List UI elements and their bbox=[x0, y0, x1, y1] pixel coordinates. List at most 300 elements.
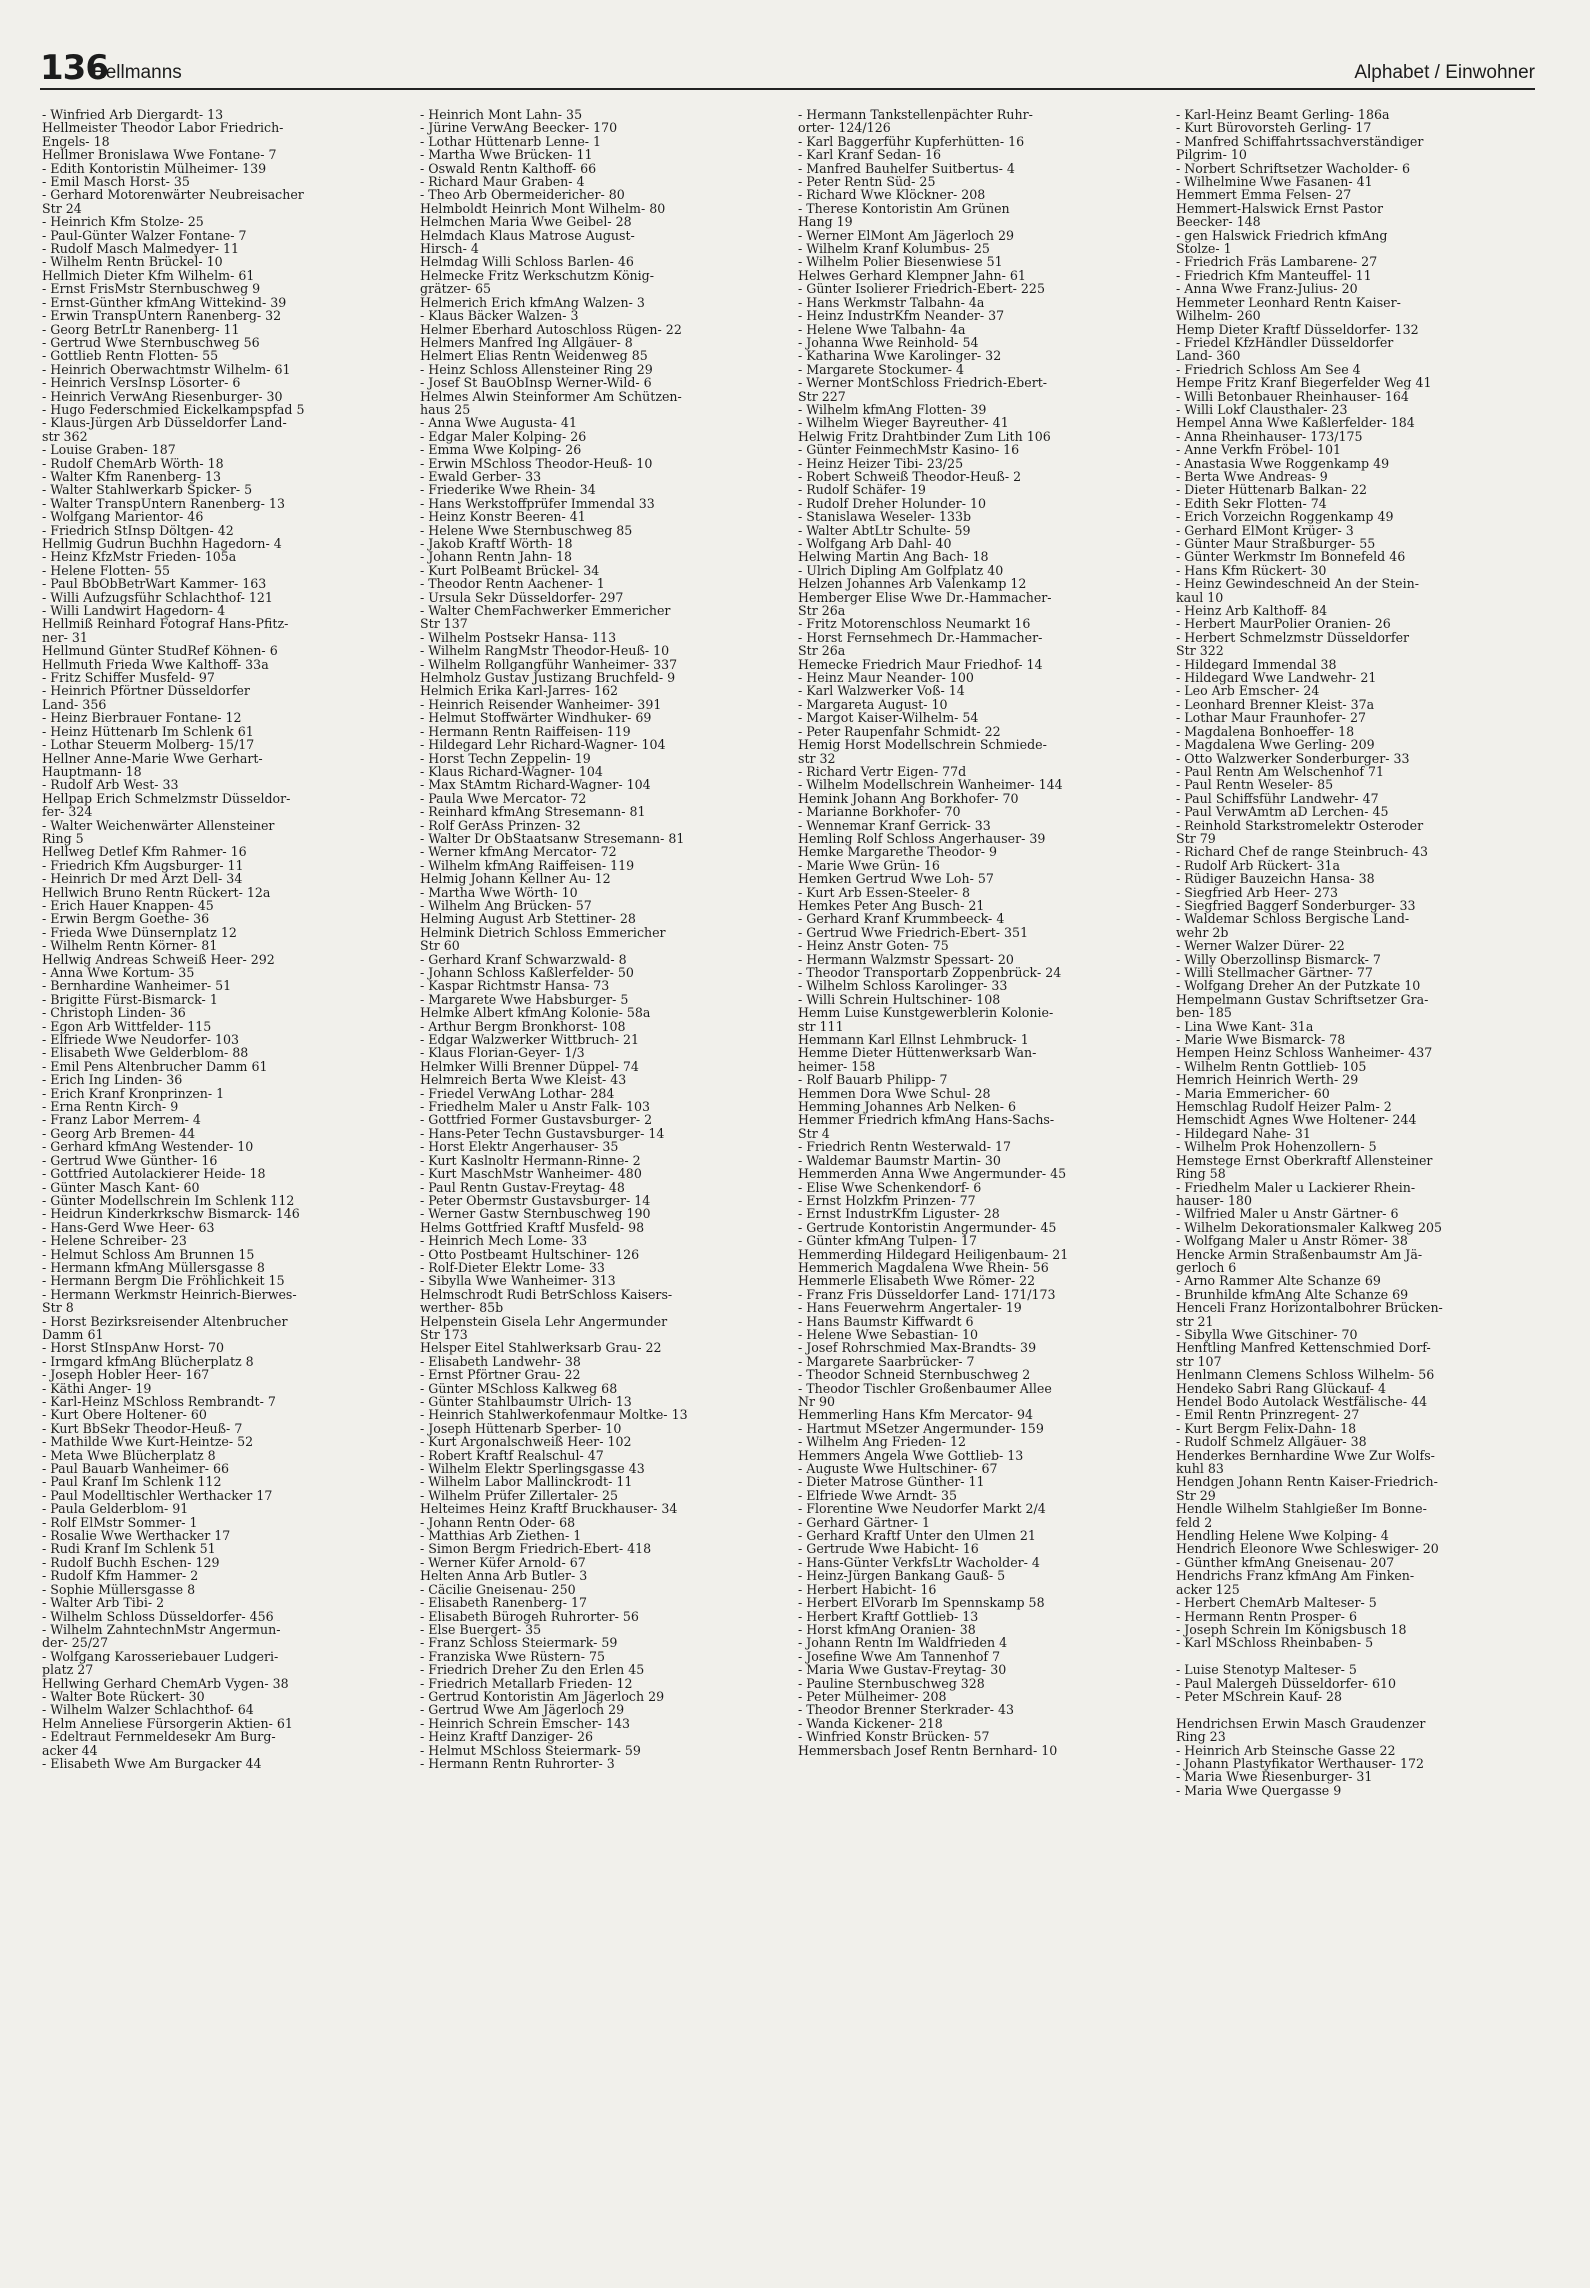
directory-entry: - Rolf ElMstr Sommer- 1 bbox=[42, 1514, 198, 1530]
directory-entry: - Richard Chef de range Steinbruch- 43 bbox=[1176, 844, 1428, 860]
directory-entry: - Rolf-Dieter Elektr Lome- 33 bbox=[420, 1259, 605, 1275]
directory-entry: - Winfried Arb Diergardt- 13 bbox=[42, 108, 224, 122]
directory-entry: - Paul Kranf Im Schlenk 112 bbox=[42, 1474, 222, 1490]
directory-entry: - Heinrich Pförtner Düsseldorfer bbox=[42, 683, 250, 699]
directory-entry: - Anna Rheinhauser- 173/175 bbox=[1176, 428, 1363, 444]
directory-entry: - Heinrich Kfm Stolze- 25 bbox=[42, 214, 204, 230]
directory-column-3 bbox=[798, 108, 1153, 2268]
directory-entry: - Hermann Werkmstr Heinrich-Bierwes- bbox=[42, 1286, 297, 1302]
directory-entry: - Willi Landwirt Hagedorn- 4 bbox=[42, 603, 226, 619]
directory-entry: - Magdalena Wwe Gerling- 209 bbox=[1176, 737, 1375, 753]
directory-entry: - Gertrud Wwe Friedrich-Ebert- 351 bbox=[798, 924, 1029, 940]
directory-entry: - Theodor Brenner Sterkrader- 43 bbox=[798, 1702, 1015, 1718]
directory-entry: Hemig Horst Modellschrein Schmiede- bbox=[798, 737, 1047, 753]
directory-entry: - Elisabeth Landwehr- 38 bbox=[420, 1353, 581, 1369]
directory-entry: Helmich Erika Karl-Jarres- 162 bbox=[420, 683, 619, 699]
directory-entry: Land- 360 bbox=[1176, 348, 1241, 364]
directory-entry: - Lina Wwe Kant- 31a bbox=[1176, 1018, 1314, 1034]
directory-entry: Helmholz Gustav Justizang Bruchfeld- 9 bbox=[420, 670, 676, 686]
directory-entry: Hendrichs Franz kfmAng Am Finken- bbox=[1176, 1568, 1415, 1584]
directory-entry: Str 8 bbox=[42, 1300, 74, 1316]
directory-entry: - Joseph Hobler Heer- 167 bbox=[42, 1367, 210, 1383]
directory-entry: - Otto Postbeamt Hultschiner- 126 bbox=[420, 1246, 640, 1262]
directory-entry: - Gerhard ElMont Krüger- 3 bbox=[1176, 522, 1354, 538]
directory-entry: - Kurt Kaslnoltr Hermann-Rinne- 2 bbox=[420, 1152, 641, 1168]
directory-entry: - Johanna Wwe Reinhold- 54 bbox=[798, 334, 979, 350]
directory-entry: - Günter Stahlbaumstr Ulrich- 13 bbox=[420, 1394, 632, 1409]
directory-entry: Helmink Dietrich Schloss Emmericher bbox=[420, 924, 666, 940]
directory-entry: - Herbert Kraftf Gottlieb- 13 bbox=[798, 1608, 979, 1624]
directory-entry: - Helene Wwe Sebastian- 10 bbox=[798, 1326, 979, 1342]
directory-entry: - Richard Vertr Eigen- 77d bbox=[798, 763, 967, 779]
directory-entry: - Wolfgang Dreher An der Putzkate 10 bbox=[1176, 978, 1421, 994]
directory-entry: hauser- 180 bbox=[1176, 1192, 1252, 1208]
directory-entry: - Paul Modelltischler Werthacker 17 bbox=[42, 1487, 273, 1503]
directory-entry: - Horst Elektr Angerhauser- 35 bbox=[420, 1139, 619, 1155]
directory-column-2 bbox=[420, 108, 775, 2268]
directory-entry: Hellmuth Frieda Wwe Kalthoff- 33a bbox=[42, 656, 269, 672]
directory-entry: - Hermann kfmAng Müllersgasse 8 bbox=[42, 1259, 265, 1275]
directory-entry: - Josefine Wwe Am Tannenhof 7 bbox=[798, 1648, 1001, 1664]
directory-entry: Str 137 bbox=[420, 616, 468, 632]
directory-entry: Str 26a bbox=[798, 603, 846, 619]
directory-entry: - Friedhelm Maler u Anstr Falk- 103 bbox=[420, 1099, 650, 1115]
directory-entry: - Hans-Peter Techn Gustavsburger- 14 bbox=[420, 1125, 665, 1141]
directory-entry: - Wilhelm Rentn Brückel- 10 bbox=[42, 254, 223, 270]
directory-entry: Helmschrodt Rudi BetrSchloss Kaisers- bbox=[420, 1286, 673, 1302]
directory-entry: - Gertrud Wwe Günther- 16 bbox=[42, 1152, 218, 1168]
directory-entry: - Elfriede Wwe Neudorfer- 103 bbox=[42, 1032, 240, 1048]
directory-entry: - Ernst IndustrKfm Liguster- 28 bbox=[798, 1206, 1000, 1222]
directory-entry: str 362 bbox=[42, 428, 88, 444]
directory-entry: Hellmund Günter StudRef Köhnen- 6 bbox=[42, 643, 278, 659]
directory-entry: - Friedel VerwAng Lothar- 284 bbox=[420, 1085, 615, 1101]
directory-entry: - Ursula Sekr Düsseldorfer- 297 bbox=[420, 589, 624, 605]
directory-entry: - Manfred Bauhelfer Suitbertus- 4 bbox=[798, 160, 1015, 176]
directory-entry: - Werner Gastw Sternbuschweg 190 bbox=[420, 1206, 651, 1222]
directory-entry: wehr 2b bbox=[1176, 924, 1229, 940]
directory-entry: acker 44 bbox=[42, 1742, 98, 1758]
directory-entry: Nr 90 bbox=[798, 1394, 836, 1409]
directory-entry: - Gerhard Gärtner- 1 bbox=[798, 1514, 931, 1530]
directory-entry: - Emma Wwe Kolping- 26 bbox=[420, 442, 582, 458]
directory-entry: - Wilhelm ZahntechnMstr Angermun- bbox=[42, 1621, 281, 1637]
directory-entry: Hirsch- 4 bbox=[420, 241, 479, 257]
directory-entry: - Ernst-Günther kfmAng Wittekind- 39 bbox=[42, 294, 287, 310]
directory-entry: - Rudolf Buchh Eschen- 129 bbox=[42, 1554, 220, 1570]
directory-entry: - Waldemar Baumstr Martin- 30 bbox=[798, 1152, 1001, 1168]
directory-entry: Helmker Willi Brenner Düppel- 74 bbox=[420, 1058, 639, 1074]
directory-entry: - Klaus Florian-Geyer- 1/3 bbox=[420, 1045, 585, 1061]
directory-entry: Hencke Armin Straßenbaumstr Am Jä- bbox=[1176, 1246, 1423, 1262]
directory-entry: - Elise Wwe Schenkendorf- 6 bbox=[798, 1179, 982, 1195]
directory-entry: Helten Anna Arb Butler- 3 bbox=[420, 1568, 588, 1584]
directory-entry: - Horst Bezirksreisender Altenbrucher bbox=[42, 1313, 288, 1329]
directory-entry: - Else Buergert- 35 bbox=[420, 1621, 542, 1637]
directory-entry: - Willi Lokf Clausthaler- 23 bbox=[1176, 401, 1348, 417]
directory-entry: - Karl Walzwerker Voß- 14 bbox=[798, 683, 965, 699]
directory-entry: Helmecke Fritz Werkschutzm König- bbox=[420, 267, 654, 283]
directory-entry: - Walter Stahlwerkarb Spicker- 5 bbox=[42, 482, 253, 498]
directory-entry: - Friedrich Metallarb Frieden- 12 bbox=[420, 1675, 633, 1691]
directory-entry: - Johann Rentn Jahn- 18 bbox=[420, 549, 573, 565]
directory-entry: - Horst StInspAnw Horst- 70 bbox=[42, 1340, 225, 1356]
directory-entry: - Gerhard Motorenwärter Neubreisacher bbox=[42, 187, 304, 203]
directory-entry: - Pauline Sternbuschweg 328 bbox=[798, 1675, 985, 1691]
directory-entry: - Johann Plastyfikator Werthauser- 172 bbox=[1176, 1755, 1425, 1771]
directory-entry: Hendeko Sabri Rang Glückauf- 4 bbox=[1176, 1380, 1386, 1396]
directory-entry: - Luise Stenotyp Malteser- 5 bbox=[1176, 1662, 1357, 1678]
directory-entry: - Margareta August- 10 bbox=[798, 696, 948, 712]
directory-entry: - Therese Kontoristin Am Grünen bbox=[798, 200, 1010, 216]
directory-entry: - Heinz IndustrKfm Neander- 37 bbox=[798, 308, 1005, 324]
directory-entry: heimer- 158 bbox=[798, 1058, 876, 1074]
directory-entry: - Wilhelm RangMstr Theodor-Heuß- 10 bbox=[420, 643, 670, 659]
directory-entry: - Erich Ing Linden- 36 bbox=[42, 1072, 183, 1088]
directory-entry: - Wilhelm Ang Frieden- 12 bbox=[798, 1434, 966, 1450]
directory-entry: - Walter TranspUntern Ranenberg- 13 bbox=[42, 495, 285, 511]
directory-entry: Hemmerich Magdalena Wwe Rhein- 56 bbox=[798, 1259, 1049, 1275]
directory-entry: - Joseph Schrein Im Königsbusch 18 bbox=[1176, 1621, 1407, 1637]
page-number: 136 bbox=[40, 48, 108, 88]
directory-entry: Helmerich Erich kfmAng Walzen- 3 bbox=[420, 294, 645, 310]
directory-entry: - Maria Wwe Quergasse 9 bbox=[1176, 1782, 1342, 1798]
directory-entry: - Erwin TranspUntern Ranenberg- 32 bbox=[42, 308, 282, 324]
directory-entry: - Elisabeth Wwe Gelderblom- 88 bbox=[42, 1045, 249, 1061]
directory-entry: - Rudolf Schmelz Allgäuer- 38 bbox=[1176, 1434, 1367, 1450]
page-header bbox=[40, 46, 1535, 90]
directory-entry: Henceli Franz Horizontalbohrer Brücken- bbox=[1176, 1300, 1443, 1316]
directory-entry: - Paul Schiffsführ Landwehr- 47 bbox=[1176, 790, 1379, 806]
directory-entry: - Robert Schweiß Theodor-Heuß- 2 bbox=[798, 468, 1022, 484]
directory-entry: - Hildegard Immendal 38 bbox=[1176, 656, 1337, 672]
directory-entry: - Heinz Hüttenarb Im Schlenk 61 bbox=[42, 723, 254, 739]
directory-entry: - Kurt PolBeamt Brückel- 34 bbox=[420, 562, 600, 578]
directory-entry: - Helene Schreiber- 23 bbox=[42, 1233, 187, 1249]
directory-entry: Ring 5 bbox=[42, 830, 84, 846]
directory-entry: Helwing Martin Ang Bach- 18 bbox=[798, 549, 989, 565]
directory-entry: Hemmann Karl Ellnst Lehmbruck- 1 bbox=[798, 1032, 1029, 1048]
directory-entry: Hemink Johann Ang Borkhofer- 70 bbox=[798, 790, 1019, 806]
directory-entry: Helmig Johann Kellner Au- 12 bbox=[420, 871, 611, 887]
directory-entry: Hang 19 bbox=[798, 214, 853, 230]
directory-entry: - Frieda Wwe Dünsernplatz 12 bbox=[42, 924, 237, 940]
directory-entry: - Lothar Steuerm Molberg- 15/17 bbox=[42, 737, 255, 753]
directory-entry: - Walter Weichenwärter Allensteiner bbox=[42, 817, 275, 833]
directory-entry: - Gertrude Wwe Habicht- 16 bbox=[798, 1541, 979, 1557]
directory-entry: - Franz Schloss Steiermark- 59 bbox=[420, 1635, 618, 1651]
directory-entry: - Gertrude Kontoristin Angermunder- 45 bbox=[798, 1219, 1057, 1235]
directory-entry: - Hans Werkstoffprüfer Immendal 33 bbox=[420, 495, 655, 511]
directory-entry: - Wilhelm Modellschrein Wanheimer- 144 bbox=[798, 777, 1063, 793]
directory-entry: - Friedrich Dreher Zu den Erlen 45 bbox=[420, 1662, 645, 1678]
directory-entry: - Edith Sekr Flotten- 74 bbox=[1176, 495, 1327, 511]
directory-entry: Hempe Fritz Kranf Biegerfelder Weg 41 bbox=[1176, 375, 1432, 391]
directory-entry: ner- 31 bbox=[42, 629, 88, 645]
directory-column-1 bbox=[42, 108, 397, 2268]
directory-entry: - Otto Walzwerker Sonderburger- 33 bbox=[1176, 750, 1410, 766]
directory-entry: - Hermann Walzmstr Spessart- 20 bbox=[798, 951, 1014, 967]
directory-entry: - Johann Rentn Im Waldfrieden 4 bbox=[798, 1635, 1008, 1651]
directory-entry: - Marianne Borkhofer- 70 bbox=[798, 804, 961, 820]
directory-entry: - Anne Verkfn Fröbel- 101 bbox=[1176, 442, 1342, 458]
directory-entry: - Heinrich VersInsp Lösorter- 6 bbox=[42, 375, 241, 391]
directory-entry: - Wilhelm Postsekr Hansa- 113 bbox=[420, 629, 617, 645]
directory-entry: Str 227 bbox=[798, 388, 846, 404]
directory-entry: - Ulrich Dipling Am Golfplatz 40 bbox=[798, 562, 1004, 578]
directory-entry: - Günter Masch Kant- 60 bbox=[42, 1179, 200, 1195]
directory-entry: Henlmann Clemens Schloss Wilhelm- 56 bbox=[1176, 1367, 1435, 1383]
directory-entry: - Kurt BbSekr Theodor-Heuß- 7 bbox=[42, 1420, 243, 1436]
directory-entry: - Rudolf Masch Malmedyer- 11 bbox=[42, 241, 239, 257]
directory-entry: acker 125 bbox=[1176, 1581, 1240, 1597]
directory-entry: - Egon Arb Wittfelder- 115 bbox=[42, 1018, 212, 1034]
directory-entry: - Werner Walzer Dürer- 22 bbox=[1176, 938, 1345, 954]
directory-entry: - Richard Maur Graben- 4 bbox=[420, 174, 585, 190]
directory-entry: - Hildegard Wwe Landwehr- 21 bbox=[1176, 670, 1377, 686]
directory-entry: - Auguste Wwe Hultschiner- 67 bbox=[798, 1461, 998, 1477]
directory-entry: - Christoph Linden- 36 bbox=[42, 1005, 186, 1021]
directory-entry: Helmers Manfred Ing Allgäuer- 8 bbox=[420, 334, 633, 350]
directory-entry: Pilgrim- 10 bbox=[1176, 147, 1247, 163]
directory-entry: - Wolfgang Marientor- 46 bbox=[42, 509, 204, 525]
directory-entry: Damm 61 bbox=[42, 1326, 104, 1342]
directory-entry: - Peter MSchrein Kauf- 28 bbox=[1176, 1688, 1342, 1704]
directory-entry: - Anna Wwe Franz-Julius- 20 bbox=[1176, 281, 1358, 297]
directory-entry: Hemmerden Anna Wwe Angermunder- 45 bbox=[798, 1166, 1067, 1182]
directory-entry: Helmdag Willi Schloss Barlen- 46 bbox=[420, 254, 634, 270]
directory-entry: - Maria Emmericher- 60 bbox=[1176, 1085, 1330, 1101]
directory-entry: - Elfriede Wwe Arndt- 35 bbox=[798, 1487, 957, 1503]
directory-entry: - Günther kfmAng Gneisenau- 207 bbox=[1176, 1554, 1395, 1570]
directory-entry: - Oswald Rentn Kalthoff- 66 bbox=[420, 160, 597, 176]
directory-entry: - Helmut MSchloss Steiermark- 59 bbox=[420, 1742, 641, 1758]
directory-entry: - Richard Wwe Klöckner- 208 bbox=[798, 187, 986, 203]
directory-entry: - Heinz Konstr Beeren- 41 bbox=[420, 509, 586, 525]
directory-entry: - Gertrud Kontoristin Am Jägerloch 29 bbox=[420, 1688, 665, 1704]
directory-entry: Helwes Gerhard Klempner Jahn- 61 bbox=[798, 267, 1026, 283]
directory-entry: - Walter Dr ObStaatsanw Stresemann- 81 bbox=[420, 830, 685, 846]
directory-entry: Hemrich Heinrich Werth- 29 bbox=[1176, 1072, 1359, 1088]
directory-entry: - Gerhard Kraftf Unter den Ulmen 21 bbox=[798, 1528, 1036, 1544]
directory-entry: der- 25/27 bbox=[42, 1635, 109, 1651]
directory-entry: ben- 185 bbox=[1176, 1005, 1232, 1021]
directory-entry: - Rudolf Dreher Holunder- 10 bbox=[798, 495, 986, 511]
directory-entry: - Helmut Stoffwärter Windhuker- 69 bbox=[420, 710, 652, 726]
directory-entry: - Friedrich Kfm Manteuffel- 11 bbox=[1176, 267, 1372, 283]
directory-entry: - Kurt MaschMstr Wanheimer- 480 bbox=[420, 1166, 642, 1182]
directory-entry: - Reinhard kfmAng Stresemann- 81 bbox=[420, 804, 646, 820]
directory-entry: - Heinrich Stahlwerkofenmaur Moltke- 13 bbox=[420, 1407, 688, 1423]
directory-entry: Stolze- 1 bbox=[1176, 241, 1232, 257]
directory-entry: Str 322 bbox=[1176, 643, 1224, 659]
directory-entry: - Peter Mülheimer- 208 bbox=[798, 1688, 947, 1704]
directory-entry: - Edgar Walzwerker Wittbruch- 21 bbox=[420, 1032, 640, 1048]
directory-entry: str 107 bbox=[1176, 1353, 1222, 1369]
directory-entry: - Günter Maur Straßburger- 55 bbox=[1176, 536, 1376, 551]
directory-entry: - Margarete Wwe Habsburger- 5 bbox=[420, 991, 629, 1007]
directory-entry: - Peter Obermstr Gustavsburger- 14 bbox=[420, 1192, 651, 1208]
directory-entry: - Margarete Saarbrücker- 7 bbox=[798, 1353, 975, 1369]
directory-entry: Hellmich Dieter Kfm Wilhelm- 61 bbox=[42, 267, 255, 283]
directory-entry: - Klaus Bäcker Walzen- 3 bbox=[420, 308, 579, 324]
directory-entry: - Gerhard Kranf Schwarzwald- 8 bbox=[420, 951, 627, 967]
directory-entry: - Gertrud Wwe Sternbuschweg 56 bbox=[42, 334, 260, 350]
directory-entry: Hendrichsen Erwin Masch Graudenzer bbox=[1176, 1715, 1426, 1731]
directory-entry: Str 24 bbox=[42, 200, 82, 216]
directory-entry: - Waldemar Schloss Bergische Land- bbox=[1176, 911, 1410, 927]
directory-entry: - Hugo Federschmied Eickelkampspfad 5 bbox=[42, 401, 305, 417]
directory-entry: - Fritz Motorenschloss Neumarkt 16 bbox=[798, 616, 1031, 632]
directory-entry: - Brunhilde kfmAng Alte Schanze 69 bbox=[1176, 1286, 1409, 1302]
directory-entry: - Karl Baggerführ Kupferhütten- 16 bbox=[798, 133, 1025, 149]
directory-entry: Land- 356 bbox=[42, 696, 107, 712]
directory-entry: - Gerhard kfmAng Westender- 10 bbox=[42, 1139, 254, 1155]
directory-entry: Hemmersbach Josef Rentn Bernhard- 10 bbox=[798, 1742, 1058, 1758]
directory-entry: - Reinhold Starkstromelektr Osteroder bbox=[1176, 817, 1424, 833]
directory-entry: - Willy Oberzollinsp Bismarck- 7 bbox=[1176, 951, 1381, 967]
directory-entry: Hellwing Gerhard ChemArb Vygen- 38 bbox=[42, 1675, 289, 1691]
directory-entry: - Hans Baumstr Kiffwardt 6 bbox=[798, 1313, 974, 1329]
directory-entry: Hemschlag Rudolf Heizer Palm- 2 bbox=[1176, 1099, 1392, 1115]
directory-entry: - Theo Arb Obermeidericher- 80 bbox=[420, 187, 625, 203]
directory-entry: Helms Gottfried Kraftf Musfeld- 98 bbox=[420, 1219, 645, 1235]
directory-entry: - Wolfgang Karosseriebauer Ludgeri- bbox=[42, 1648, 279, 1664]
directory-entry: - Heinrich Arb Steinsche Gasse 22 bbox=[1176, 1742, 1396, 1758]
directory-entry: - Rosalie Wwe Werthacker 17 bbox=[42, 1528, 231, 1544]
directory-entry: - Hildegard Nahe- 31 bbox=[1176, 1125, 1311, 1141]
directory-entry: - Hermann Bergm Die Fröhlichkeit 15 bbox=[42, 1273, 285, 1289]
directory-entry: - gen Halswick Friedrich kfmAng bbox=[1176, 227, 1388, 243]
directory-entry: - Maria Wwe Riesenburger- 31 bbox=[1176, 1769, 1373, 1785]
directory-entry: - Wilhelm kfmAng Raiffeisen- 119 bbox=[420, 857, 635, 873]
directory-entry: Helmert Elias Rentn Weidenweg 85 bbox=[420, 348, 648, 364]
directory-entry: Hemecke Friedrich Maur Friedhof- 14 bbox=[798, 656, 1043, 672]
directory-entry: - Rudolf Kfm Hammer- 2 bbox=[42, 1568, 199, 1584]
directory-entry: - Dieter Matrose Günther- 11 bbox=[798, 1474, 985, 1490]
directory-entry: - Wilhelm Rentn Körner- 81 bbox=[42, 938, 218, 954]
directory-entry: Helming August Arb Stettiner- 28 bbox=[420, 911, 636, 927]
directory-entry: - Peter Rentn Süd- 25 bbox=[798, 174, 936, 190]
directory-entry: Hendling Helene Wwe Kolping- 4 bbox=[1176, 1528, 1389, 1544]
directory-entry: Hemmerling Hans Kfm Mercator- 94 bbox=[798, 1407, 1033, 1423]
directory-entry: - Wilhelm Prüfer Zillertaler- 25 bbox=[420, 1487, 618, 1503]
directory-entry: - Elisabeth Wwe Am Burgacker 44 bbox=[42, 1755, 262, 1771]
directory-entry: - Paul VerwAmtm aD Lerchen- 45 bbox=[1176, 804, 1389, 820]
directory-entry: - Erich Hauer Knappen- 45 bbox=[42, 897, 214, 913]
directory-entry: Helmchen Maria Wwe Geibel- 28 bbox=[420, 214, 632, 230]
directory-entry: - Wolfgang Arb Dahl- 40 bbox=[798, 536, 952, 551]
directory-entry: - Wilhelm Rollgangführ Wanheimer- 337 bbox=[420, 656, 678, 672]
directory-entry: - Willi Betonbauer Rheinhauser- 164 bbox=[1176, 388, 1409, 404]
directory-entry: - Margot Kaiser-Wilhelm- 54 bbox=[798, 710, 979, 726]
directory-entry: - Werner ElMont Am Jägerloch 29 bbox=[798, 227, 1015, 243]
directory-entry: - Horst kfmAng Oranien- 38 bbox=[798, 1621, 976, 1637]
directory-entry: - Bernhardine Wanheimer- 51 bbox=[42, 978, 232, 994]
directory-entry: - Fritz Schiffer Musfeld- 97 bbox=[42, 670, 215, 686]
directory-entry: - Matthias Arb Ziethen- 1 bbox=[420, 1528, 582, 1544]
directory-entry: - Hans Kfm Rückert- 30 bbox=[1176, 562, 1327, 578]
directory-entry: - Hartmut MSetzer Angermunder- 159 bbox=[798, 1420, 1044, 1436]
directory-entry: Ring 58 bbox=[1176, 1166, 1226, 1182]
directory-entry: - Heinz Heizer Tibi- 23/25 bbox=[798, 455, 964, 471]
directory-entry: - Rolf Bauarb Philipp- 7 bbox=[798, 1072, 948, 1088]
directory-entry: - Kurt Obere Holtener- 60 bbox=[42, 1407, 207, 1423]
directory-entry: - Gottfried Former Gustavsburger- 2 bbox=[420, 1112, 653, 1128]
directory-entry: Str 26a bbox=[798, 643, 846, 659]
directory-entry: - Klaus Richard-Wagner- 104 bbox=[420, 763, 603, 779]
directory-entry: - Anna Wwe Kortum- 35 bbox=[42, 965, 195, 980]
directory-entry: - Gottfried Autolackierer Heide- 18 bbox=[42, 1166, 266, 1182]
directory-entry: - Friedrich Rentn Westerwald- 17 bbox=[798, 1139, 1012, 1155]
directory-entry: - Georg BetrLtr Ranenberg- 11 bbox=[42, 321, 240, 337]
directory-entry: Helteimes Heinz Kraftf Bruckhauser- 34 bbox=[420, 1501, 678, 1517]
directory-entry: Hendel Bodo Autolack Westfälische- 44 bbox=[1176, 1394, 1428, 1409]
directory-entry: - Hans Feuerwehrm Angertaler- 19 bbox=[798, 1300, 1022, 1316]
directory-entry: - Heinrich Mech Lome- 33 bbox=[420, 1233, 588, 1249]
directory-entry: Helpenstein Gisela Lehr Angermunder bbox=[420, 1313, 668, 1329]
directory-entry: - Herbert ChemArb Malteser- 5 bbox=[1176, 1595, 1377, 1611]
directory-entry: - Helmut Schloss Am Brunnen 15 bbox=[42, 1246, 255, 1262]
directory-entry: - Georg Arb Bremen- 44 bbox=[42, 1125, 196, 1141]
directory-entry: - Martha Wwe Wörth- 10 bbox=[420, 884, 578, 900]
directory-entry: - Helene Wwe Sternbuschweg 85 bbox=[420, 522, 633, 538]
directory-entry: - Robert Kraftf Realschul- 47 bbox=[420, 1447, 604, 1463]
directory-entry: Helmke Albert kfmAng Kolonie- 58a bbox=[420, 1005, 651, 1021]
directory-entry: - Erwin MSchloss Theodor-Heuß- 10 bbox=[420, 455, 653, 471]
directory-entry: - Wennemar Kranf Gerrick- 33 bbox=[798, 817, 991, 833]
directory-entry: - Horst Fernsehmech Dr.-Hammacher- bbox=[798, 629, 1043, 645]
directory-entry: - Hermann Rentn Raiffeisen- 119 bbox=[420, 723, 631, 739]
directory-entry: - Wilfried Maler u Anstr Gärtner- 6 bbox=[1176, 1206, 1399, 1222]
directory-entry: Str 79 bbox=[1176, 830, 1216, 846]
directory-entry: - Meta Wwe Blücherplatz 8 bbox=[42, 1447, 216, 1463]
directory-entry: - Willi Stellmacher Gärtner- 77 bbox=[1176, 965, 1373, 980]
directory-entry: feld 2 bbox=[1176, 1514, 1213, 1530]
directory-entry: - Walter Arb Tibi- 2 bbox=[42, 1595, 165, 1611]
directory-entry: - Norbert Schriftsetzer Wacholder- 6 bbox=[1176, 160, 1411, 176]
directory-entry: str 111 bbox=[798, 1018, 844, 1034]
directory-entry: - Mathilde Wwe Kurt-Heintze- 52 bbox=[42, 1434, 254, 1450]
directory-entry: - Heinrich VerwAng Riesenburger- 30 bbox=[42, 388, 283, 404]
directory-entry: - Werner MontSchloss Friedrich-Ebert- bbox=[798, 375, 1048, 391]
directory-entry: - Paul Bauarb Wanheimer- 66 bbox=[42, 1461, 230, 1477]
directory-entry: - Emil Masch Horst- 35 bbox=[42, 174, 190, 190]
directory-entry: - Walter Kfm Ranenberg- 13 bbox=[42, 468, 222, 484]
directory-entry: Hellwig Andreas Schweiß Heer- 292 bbox=[42, 951, 275, 967]
directory-entry: - Anastasia Wwe Roggenkamp 49 bbox=[1176, 455, 1390, 471]
directory-entry: - Paula Wwe Mercator- 72 bbox=[420, 790, 587, 806]
directory-entry: - Wolfgang Maler u Anstr Römer- 38 bbox=[1176, 1233, 1408, 1249]
directory-entry: - Louise Graben- 187 bbox=[42, 442, 176, 458]
directory-entry: - Günter MSchloss Kalkweg 68 bbox=[420, 1380, 618, 1396]
directory-entry: - Wilhelm kfmAng Flotten- 39 bbox=[798, 401, 987, 417]
directory-entry: - Wilhelm Labor Mallinckrodt- 11 bbox=[420, 1474, 633, 1490]
directory-entry: Hendgen Johann Rentn Kaiser-Friedrich- bbox=[1176, 1474, 1438, 1490]
directory-entry: - Wilhelm Rentn Gottlieb- 105 bbox=[1176, 1058, 1367, 1074]
directory-entry: - Willi Schrein Hultschiner- 108 bbox=[798, 991, 1001, 1007]
directory-entry: - Franz Fris Düsseldorfer Land- 171/173 bbox=[798, 1286, 1056, 1302]
directory-entry: - Paul Malergeh Düsseldorfer- 610 bbox=[1176, 1675, 1397, 1691]
directory-entry: - Wilhelm Kranf Kolumbus- 25 bbox=[798, 241, 990, 257]
directory-entry: Hemmen Dora Wwe Schul- 28 bbox=[798, 1085, 991, 1101]
directory-entry: - Heinz Arb Kalthoff- 84 bbox=[1176, 603, 1328, 619]
directory-entry: - Josef Rohrschmied Max-Brandts- 39 bbox=[798, 1340, 1037, 1356]
directory-entry: - Anna Wwe Augusta- 41 bbox=[420, 415, 577, 431]
directory-entry: - Rüdiger Bauzeichn Hansa- 38 bbox=[1176, 871, 1375, 887]
directory-entry: - Dieter Hüttenarb Balkan- 22 bbox=[1176, 482, 1368, 498]
directory-entry: - Marie Wwe Grün- 16 bbox=[798, 857, 940, 873]
